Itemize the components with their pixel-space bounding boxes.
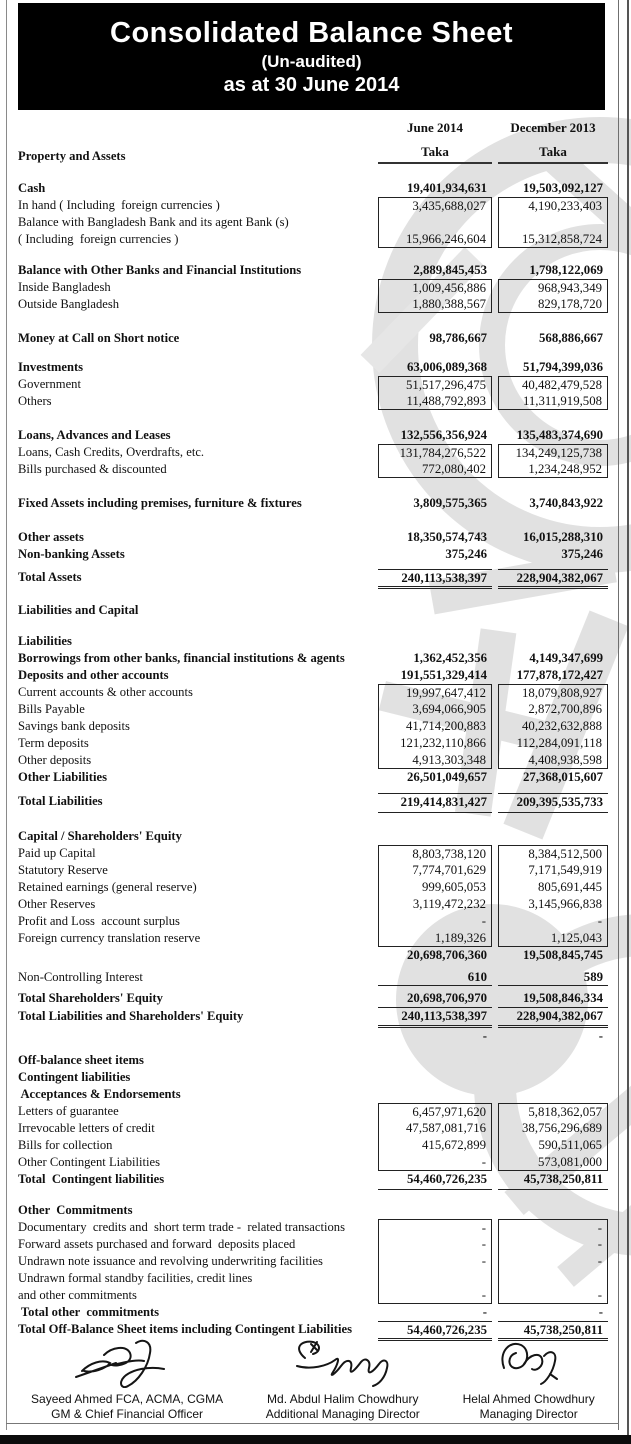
row-label: Total Liabilities and Shareholders' Equity xyxy=(18,1009,244,1023)
row-label: Borrowings from other banks, financial institutions & agents xyxy=(18,651,345,665)
row-value: 415,672,899 xyxy=(378,1137,492,1154)
row-value: 51,794,399,036 xyxy=(523,360,603,374)
table-row xyxy=(0,231,631,248)
row-value: 772,080,402 xyxy=(378,461,492,478)
table-row xyxy=(0,569,631,589)
table-row xyxy=(0,793,631,813)
row-label: Loans, Cash Credits, Overdrafts, etc. xyxy=(18,445,205,459)
row-label: Total other commitments xyxy=(18,1305,160,1319)
signature-cfo xyxy=(18,1336,236,1422)
report-date: as at 30 June 2014 xyxy=(223,73,400,96)
row-value: 1,880,388,567 xyxy=(378,296,492,313)
row-label: Total Assets xyxy=(18,570,82,584)
row-label: Other assets xyxy=(18,530,84,544)
table-row xyxy=(0,990,631,1008)
row-value xyxy=(498,214,608,231)
row-value: 191,551,329,414 xyxy=(400,668,487,682)
row-value xyxy=(378,1052,492,1069)
row-value xyxy=(378,1270,492,1287)
row-value: 219,414,831,427 xyxy=(378,793,492,813)
row-value: 20,698,706,360 xyxy=(407,948,487,962)
row-value: 4,149,347,699 xyxy=(529,651,603,665)
row-value: 18,350,574,743 xyxy=(407,530,487,544)
row-value: - xyxy=(482,1029,487,1043)
row-label: Irrevocable letters of credit xyxy=(18,1121,155,1135)
row-value xyxy=(498,1086,608,1103)
signature-amd xyxy=(236,1336,449,1422)
row-label: Balance with Bangladesh Bank and its agent Bank (s) xyxy=(18,215,289,229)
row-label: Forward assets purchased and forward deposits placed xyxy=(18,1237,296,1251)
table-row xyxy=(0,947,631,964)
row-label: Bills purchased & discounted xyxy=(18,462,167,476)
audit-status: (Un-audited) xyxy=(261,51,362,71)
row-value: 999,605,053 xyxy=(378,879,492,896)
row-value: 2,889,845,453 xyxy=(413,263,487,277)
spacer xyxy=(0,589,631,602)
row-value: 41,714,200,883 xyxy=(378,718,492,735)
row-value xyxy=(378,1086,492,1103)
row-value: 375,246 xyxy=(561,547,603,561)
table-row xyxy=(0,1304,631,1321)
row-value xyxy=(498,633,608,650)
row-value: 26,501,049,657 xyxy=(407,770,487,784)
row-value xyxy=(378,602,492,619)
row-label: Capital / Shareholders' Equity xyxy=(18,829,182,843)
table-row xyxy=(0,376,631,393)
row-label: Total Contingent liabilities xyxy=(18,1172,165,1186)
row-value: - xyxy=(498,913,608,930)
table-row xyxy=(0,393,631,410)
sheet-body xyxy=(0,180,631,1341)
table-row xyxy=(0,461,631,478)
row-label: Other Liabilities xyxy=(18,770,107,784)
row-value: 1,798,122,069 xyxy=(529,263,603,277)
row-value: 19,508,846,334 xyxy=(498,990,608,1008)
row-label: Statutory Reserve xyxy=(18,863,108,877)
column-header-row xyxy=(0,112,631,136)
row-value xyxy=(498,602,608,619)
table-row xyxy=(0,913,631,930)
table-row xyxy=(0,1120,631,1137)
row-value: 8,803,738,120 xyxy=(378,845,492,862)
row-value: 19,503,092,127 xyxy=(523,181,603,195)
row-value: 375,246 xyxy=(445,547,487,561)
column-header-june-2014: June 2014 xyxy=(407,120,463,135)
row-value: 568,886,667 xyxy=(539,331,603,345)
row-value: 968,943,349 xyxy=(498,279,608,296)
row-value: 45,738,250,811 xyxy=(498,1171,608,1190)
row-value: 228,904,382,067 xyxy=(498,569,608,589)
row-value: 3,809,575,365 xyxy=(413,496,487,510)
row-label xyxy=(18,1028,376,1045)
row-value xyxy=(378,633,492,650)
table-row xyxy=(0,427,631,444)
table-row xyxy=(0,444,631,461)
row-value: 134,249,125,738 xyxy=(498,444,608,461)
row-value xyxy=(498,1052,608,1069)
spacer xyxy=(0,347,631,359)
row-value: 11,311,919,508 xyxy=(498,393,608,410)
row-value: 177,878,172,427 xyxy=(516,668,603,682)
row-label: Term deposits xyxy=(18,736,89,750)
row-label: Other deposits xyxy=(18,753,92,767)
table-row xyxy=(0,930,631,947)
row-label: Other Commitments xyxy=(18,1203,133,1217)
spacer xyxy=(0,1190,631,1202)
column-header-december-2013: December 2013 xyxy=(510,120,596,135)
spacer xyxy=(0,619,631,633)
row-value: 20,698,706,970 xyxy=(378,990,492,1008)
table-row xyxy=(0,752,631,769)
row-value: - xyxy=(598,1029,603,1043)
row-value: 240,113,538,397 xyxy=(378,569,492,589)
row-label: Inside Bangladesh xyxy=(18,280,111,294)
row-label: Other Contingent Liabilities xyxy=(18,1155,161,1169)
spacer xyxy=(0,478,631,495)
row-value xyxy=(378,828,492,845)
row-value: - xyxy=(498,1287,608,1304)
row-label: Letters of guarantee xyxy=(18,1104,119,1118)
row-value: - xyxy=(378,1287,492,1304)
table-row xyxy=(0,529,631,546)
row-label: Documentary credits and short term trade - related transactions xyxy=(18,1220,345,1234)
row-label: Government xyxy=(18,377,81,391)
table-row xyxy=(0,1028,631,1045)
table-row xyxy=(0,495,631,512)
table-row xyxy=(0,1137,631,1154)
table-row xyxy=(0,845,631,862)
row-value: - xyxy=(598,1305,603,1319)
table-row xyxy=(0,633,631,650)
table-row xyxy=(0,1008,631,1028)
row-value: - xyxy=(498,1253,608,1270)
row-value: 45,738,250,811 xyxy=(498,1321,608,1341)
row-label: Bills for collection xyxy=(18,1138,113,1152)
row-label: Paid up Capital xyxy=(18,846,96,860)
row-value: 63,006,089,368 xyxy=(407,360,487,374)
table-row xyxy=(0,769,631,786)
row-label: Foreign currency translation reserve xyxy=(18,931,201,945)
row-label: Loans, Advances and Leases xyxy=(18,428,171,442)
row-label: Non-Controlling Interest xyxy=(18,970,143,984)
row-value: 5,818,362,057 xyxy=(498,1103,608,1120)
table-row xyxy=(0,1103,631,1120)
row-value: 3,435,688,027 xyxy=(378,197,492,214)
row-value: - xyxy=(498,1236,608,1253)
table-row xyxy=(0,279,631,296)
row-value: 829,178,720 xyxy=(498,296,608,313)
spacer xyxy=(0,1045,631,1052)
row-label: ( Including foreign currencies ) xyxy=(18,232,179,246)
row-value: 18,079,808,927 xyxy=(498,684,608,701)
row-value: 27,368,015,607 xyxy=(523,770,603,784)
balance-sheet-table xyxy=(0,112,631,1341)
row-value: 4,190,233,403 xyxy=(498,197,608,214)
page-title: Consolidated Balance Sheet xyxy=(110,16,513,49)
spacer xyxy=(0,313,631,330)
table-row xyxy=(0,296,631,313)
row-value: 590,511,065 xyxy=(498,1137,608,1154)
table-row xyxy=(0,701,631,718)
row-value: 3,740,843,922 xyxy=(529,496,603,510)
row-value: 3,694,066,905 xyxy=(378,701,492,718)
row-label: and other commitments xyxy=(18,1288,137,1302)
row-value: - xyxy=(378,1236,492,1253)
table-row xyxy=(0,180,631,197)
row-value: 7,774,701,629 xyxy=(378,862,492,879)
table-row xyxy=(0,1154,631,1171)
table-row xyxy=(0,896,631,913)
row-value: 19,508,845,745 xyxy=(523,948,603,962)
row-label: Bills Payable xyxy=(18,702,85,716)
row-value: 19,997,647,412 xyxy=(378,684,492,701)
row-value: 209,395,535,733 xyxy=(498,793,608,813)
table-row xyxy=(0,262,631,279)
row-value xyxy=(378,1202,492,1219)
row-value: 3,119,472,232 xyxy=(378,896,492,913)
table-row xyxy=(0,1270,631,1287)
row-value: 131,784,276,522 xyxy=(378,444,492,461)
row-label: Investments xyxy=(18,360,84,374)
row-value: - xyxy=(378,1219,492,1236)
row-value: 98,786,667 xyxy=(429,331,487,345)
table-row xyxy=(0,1052,631,1069)
row-value: 3,145,966,838 xyxy=(498,896,608,913)
row-value: 54,460,726,235 xyxy=(378,1171,492,1190)
table-row xyxy=(0,735,631,752)
table-row xyxy=(0,650,631,667)
table-row xyxy=(0,1069,631,1086)
table-row xyxy=(0,197,631,214)
row-label: Total Shareholders' Equity xyxy=(18,991,163,1005)
row-label: Other Reserves xyxy=(18,897,96,911)
spacer xyxy=(0,813,631,828)
row-value: 54,460,726,235 xyxy=(378,1321,492,1341)
unit-label-taka-1: Taka xyxy=(378,144,492,164)
row-value: 15,966,246,604 xyxy=(378,231,492,248)
row-value: 19,401,934,631 xyxy=(407,181,487,195)
row-value: 40,232,632,888 xyxy=(498,718,608,735)
row-value: - xyxy=(378,913,492,930)
row-value: 16,015,288,310 xyxy=(523,530,603,544)
table-row xyxy=(0,718,631,735)
row-label: Others xyxy=(18,394,52,408)
table-row xyxy=(0,1202,631,1219)
report-header xyxy=(18,3,605,110)
row-value xyxy=(498,1069,608,1086)
row-value: 11,488,792,893 xyxy=(378,393,492,410)
spacer xyxy=(0,164,631,180)
row-value: 805,691,445 xyxy=(498,879,608,896)
signature-scribble-amd xyxy=(283,1336,403,1388)
table-row xyxy=(0,879,631,896)
row-value: 112,284,091,118 xyxy=(498,735,608,752)
row-value: 1,362,452,356 xyxy=(413,651,487,665)
row-value: 228,904,382,067 xyxy=(498,1008,608,1028)
row-value: 1,189,326 xyxy=(378,930,492,947)
row-value: 1,125,043 xyxy=(498,930,608,947)
row-label: Contingent liabilities xyxy=(18,1070,131,1084)
row-value xyxy=(378,214,492,231)
signature-block xyxy=(18,1336,608,1422)
row-value: 51,517,296,475 xyxy=(378,376,492,393)
signatory-name: Md. Abdul Halim Chowdhury xyxy=(267,1392,419,1406)
signature-md xyxy=(449,1336,608,1422)
section-title-property-and-assets: Property and Assets xyxy=(18,149,126,163)
spacer xyxy=(0,512,631,529)
spacer xyxy=(0,786,631,793)
row-label: Total Liabilities xyxy=(18,794,103,808)
row-label: Deposits and other accounts xyxy=(18,668,169,682)
row-value: 2,872,700,896 xyxy=(498,701,608,718)
row-value: 38,756,296,689 xyxy=(498,1120,608,1137)
table-row xyxy=(0,214,631,231)
row-value: 7,171,549,919 xyxy=(498,862,608,879)
table-row xyxy=(0,330,631,347)
row-value: 40,482,479,528 xyxy=(498,376,608,393)
row-value: - xyxy=(378,1154,492,1171)
row-label: Fixed Assets including premises, furniture & fixtures xyxy=(18,496,302,510)
signatory-title: Managing Director xyxy=(479,1407,578,1421)
signatory-title: Additional Managing Director xyxy=(265,1407,420,1421)
table-row xyxy=(0,828,631,845)
row-value: 135,483,374,690 xyxy=(516,428,603,442)
row-value xyxy=(498,828,608,845)
row-value: 8,384,512,500 xyxy=(498,845,608,862)
spacer xyxy=(0,248,631,262)
row-label: Outside Bangladesh xyxy=(18,297,120,311)
spacer xyxy=(0,410,631,427)
row-value: - xyxy=(482,1305,487,1319)
row-value xyxy=(498,1202,608,1219)
signatory-name: Sayeed Ahmed FCA, ACMA, CGMA xyxy=(31,1392,224,1406)
table-row xyxy=(0,862,631,879)
table-row xyxy=(0,1236,631,1253)
row-value: 610 xyxy=(378,969,492,986)
unit-header-row xyxy=(0,136,631,164)
row-label: Retained earnings (general reserve) xyxy=(18,880,197,894)
row-label: Profit and Loss account surplus xyxy=(18,914,180,928)
row-label: Non-banking Assets xyxy=(18,547,125,561)
table-row xyxy=(0,359,631,376)
row-value: 1,234,248,952 xyxy=(498,461,608,478)
signatory-title: GM & Chief Financial Officer xyxy=(51,1407,203,1421)
table-row xyxy=(0,1171,631,1190)
table-row xyxy=(0,1086,631,1103)
table-row xyxy=(0,1253,631,1270)
table-row xyxy=(0,1287,631,1304)
row-value: 4,408,938,598 xyxy=(498,752,608,769)
row-value: - xyxy=(378,1253,492,1270)
row-value: 240,113,538,397 xyxy=(378,1008,492,1028)
signatory-name: Helal Ahmed Chowdhury xyxy=(462,1392,595,1406)
row-value: 573,081,000 xyxy=(498,1154,608,1171)
row-label: Undrawn formal standby facilities, credit lines xyxy=(18,1271,253,1285)
row-value: - xyxy=(498,1219,608,1236)
row-label: Current accounts & other accounts xyxy=(18,685,193,699)
table-row xyxy=(0,602,631,619)
table-row xyxy=(0,1219,631,1236)
row-value: 47,587,081,716 xyxy=(378,1120,492,1137)
table-row xyxy=(0,969,631,986)
row-value xyxy=(498,1270,608,1287)
row-value: 4,913,303,348 xyxy=(378,752,492,769)
row-label: Balance with Other Banks and Financial Institutions xyxy=(18,263,302,277)
row-label xyxy=(18,947,376,964)
row-label: Undrawn note issuance and revolving underwriting facilities xyxy=(18,1254,323,1268)
row-value xyxy=(378,1069,492,1086)
row-label: Liabilities and Capital xyxy=(18,603,139,617)
table-row xyxy=(0,684,631,701)
row-value: 121,232,110,866 xyxy=(378,735,492,752)
row-label: In hand ( Including foreign currencies ) xyxy=(18,198,220,212)
unit-label-taka-2: Taka xyxy=(498,144,608,164)
table-row xyxy=(0,546,631,563)
row-value: 15,312,858,724 xyxy=(498,231,608,248)
row-label: Total Off-Balance Sheet items including Contingent Liabilities xyxy=(18,1322,352,1336)
row-label: Cash xyxy=(18,181,46,195)
row-label: Liabilities xyxy=(18,634,72,648)
signature-scribble-cfo xyxy=(72,1336,182,1388)
table-row xyxy=(0,667,631,684)
row-label: Off-balance sheet items xyxy=(18,1053,144,1067)
row-label: Money at Call on Short notice xyxy=(18,331,180,345)
row-value: 132,556,356,924 xyxy=(400,428,487,442)
row-value: 1,009,456,886 xyxy=(378,279,492,296)
signature-scribble-md xyxy=(494,1336,564,1388)
row-label: Savings bank deposits xyxy=(18,719,130,733)
row-value: 589 xyxy=(498,969,608,986)
row-label: Acceptances & Endorsements xyxy=(18,1087,181,1101)
row-value: 6,457,971,620 xyxy=(378,1103,492,1120)
